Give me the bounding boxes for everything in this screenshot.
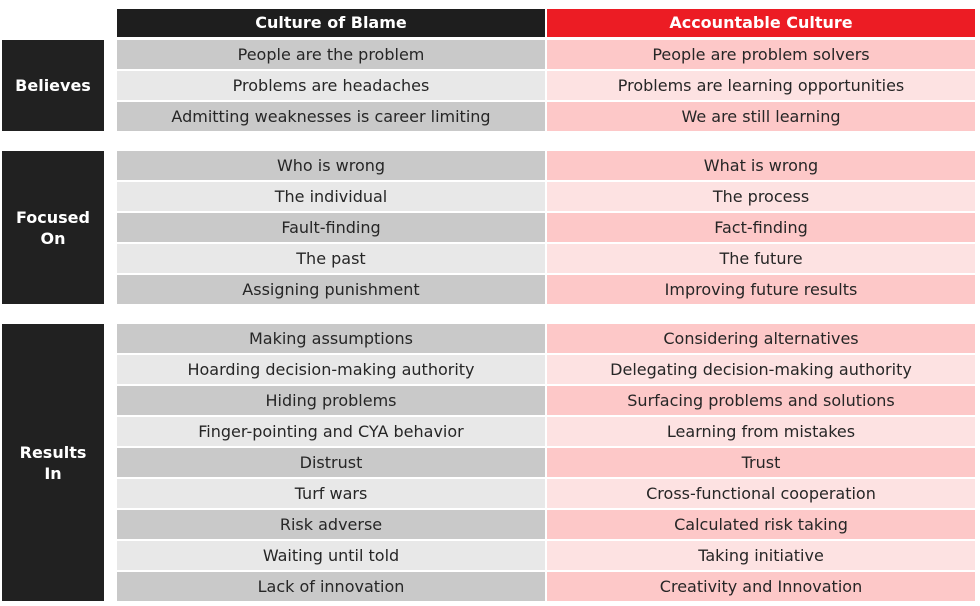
header-culture-of-blame: Culture of Blame	[117, 9, 545, 37]
blame-cell: Lack of innovation	[117, 572, 545, 601]
table-row	[117, 448, 975, 477]
header-accountable-culture: Accountable Culture	[547, 9, 975, 37]
accountable-cell: Surfacing problems and solutions	[547, 386, 975, 415]
table-row	[117, 275, 975, 304]
table-row	[117, 386, 975, 415]
table-row	[117, 102, 975, 131]
accountable-cell: Considering alternatives	[547, 324, 975, 353]
accountable-cell: Learning from mistakes	[547, 417, 975, 446]
blame-cell: Assigning punishment	[117, 275, 545, 304]
accountable-cell: People are problem solvers	[547, 40, 975, 69]
table-row	[117, 151, 975, 180]
blame-cell: Fault-finding	[117, 213, 545, 242]
blame-cell: Who is wrong	[117, 151, 545, 180]
table-row	[117, 510, 975, 539]
blame-cell: Hiding problems	[117, 386, 545, 415]
blame-cell: The past	[117, 244, 545, 273]
table-row	[117, 324, 975, 353]
blame-cell: Finger-pointing and CYA behavior	[117, 417, 545, 446]
accountable-cell: The process	[547, 182, 975, 211]
table-row	[117, 182, 975, 211]
accountable-cell: Creativity and Innovation	[547, 572, 975, 601]
table-row	[117, 541, 975, 570]
accountable-cell: Trust	[547, 448, 975, 477]
table-row	[117, 572, 975, 601]
blame-cell: Making assumptions	[117, 324, 545, 353]
table-row	[117, 213, 975, 242]
category-results-in	[2, 324, 104, 601]
table-row	[117, 40, 975, 69]
table-row	[117, 417, 975, 446]
category-label: Focused On	[16, 207, 90, 248]
blame-cell: People are the problem	[117, 40, 545, 69]
accountable-cell: The future	[547, 244, 975, 273]
accountable-cell: What is wrong	[547, 151, 975, 180]
table-row	[117, 355, 975, 384]
accountable-cell: Problems are learning opportunities	[547, 71, 975, 100]
category-label: Results In	[19, 442, 87, 483]
blame-cell: Problems are headaches	[117, 71, 545, 100]
table-row	[117, 479, 975, 508]
category-believes: Believes	[2, 40, 104, 131]
accountable-cell: Improving future results	[547, 275, 975, 304]
blame-cell: Hoarding decision-making authority	[117, 355, 545, 384]
accountable-cell: Cross-functional cooperation	[547, 479, 975, 508]
blame-cell: Distrust	[117, 448, 545, 477]
accountable-cell: Fact-finding	[547, 213, 975, 242]
blame-cell: Turf wars	[117, 479, 545, 508]
blame-cell: Admitting weaknesses is career limiting	[117, 102, 545, 131]
category-focused-on	[2, 151, 104, 304]
accountable-cell: Delegating decision-making authority	[547, 355, 975, 384]
table-row	[117, 244, 975, 273]
table-row	[117, 71, 975, 100]
blame-cell: Risk adverse	[117, 510, 545, 539]
accountable-cell: We are still learning	[547, 102, 975, 131]
blame-cell: Waiting until told	[117, 541, 545, 570]
accountable-cell: Calculated risk taking	[547, 510, 975, 539]
blame-cell: The individual	[117, 182, 545, 211]
accountable-cell: Taking initiative	[547, 541, 975, 570]
